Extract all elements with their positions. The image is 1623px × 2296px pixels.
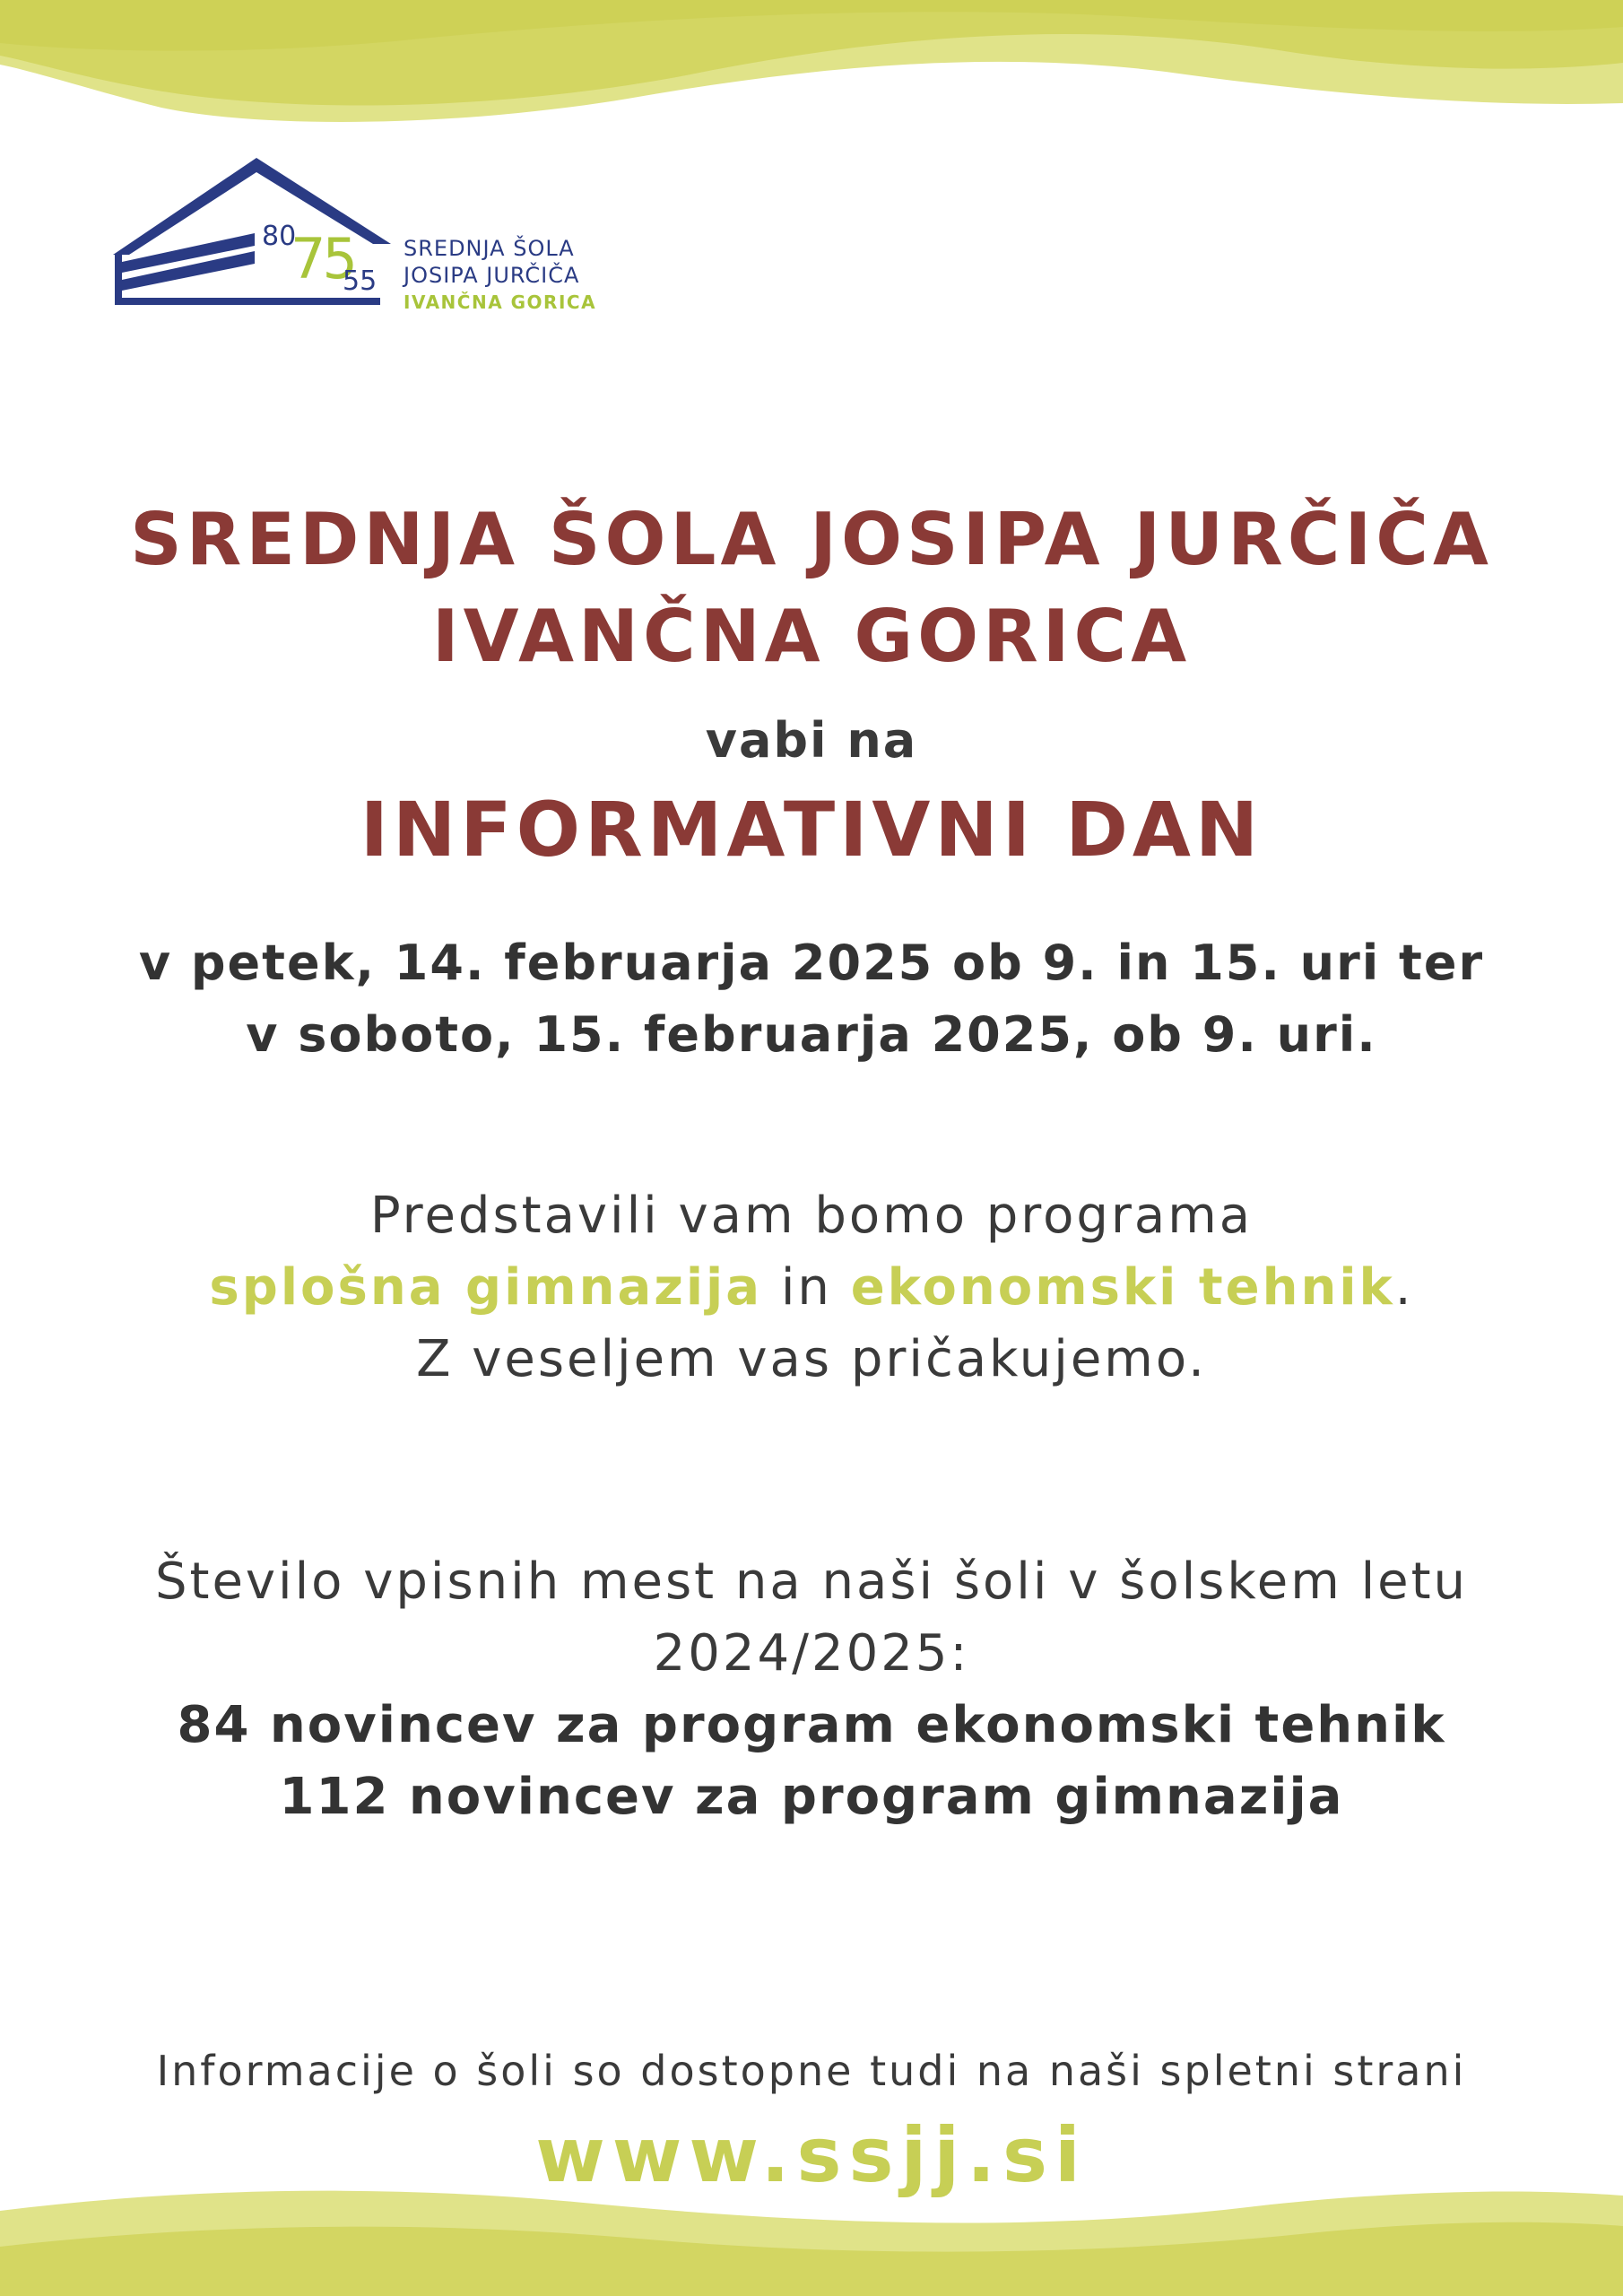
logo-line-1: SREDNJA ŠOLA <box>404 236 575 261</box>
date-line-2: v soboto, 15. februarja 2025, ob 9. uri. <box>246 1006 1377 1063</box>
logo-wordmark <box>404 235 596 316</box>
program-economics-technician: ekonomski tehnik <box>850 1258 1395 1317</box>
logo-number-75: 75 <box>291 226 354 291</box>
intro-period: . <box>1394 1258 1414 1317</box>
event-title: INFORMATIVNI DAN <box>360 786 1263 874</box>
logo-line-3: IVANČNA GORICA <box>404 291 597 313</box>
school-name-line-1: SREDNJA ŠOLA JOSIPA JURČIČA <box>130 498 1493 581</box>
website-link[interactable]: www.ssjj.si <box>535 2111 1088 2199</box>
program-general-gymnasium: splošna gimnazija <box>209 1258 763 1317</box>
top-wave-decoration <box>0 0 1623 135</box>
logo-number-80: 80 <box>262 221 297 252</box>
enrollment-places <box>0 1546 1623 1833</box>
places-line-1: Število vpisnih mest na naši šoli v šolskem letu <box>154 1552 1469 1611</box>
intro-connector: in <box>762 1258 851 1317</box>
intro-line-1: Predstavili vam bomo programa <box>369 1187 1254 1245</box>
places-economics: 84 novincev za program ekonomski tehnik <box>177 1696 1446 1754</box>
invite-text: vabi na <box>705 712 918 769</box>
logo-line-2: JOSIPA JURČIČA <box>404 263 580 288</box>
intro-line-2 <box>0 1252 1623 1324</box>
footer-info-text: Informacije o šoli so dostopne tudi na naši spletni strani <box>156 2047 1467 2095</box>
logo-number-55: 55 <box>343 265 378 297</box>
school-name-heading <box>0 491 1623 685</box>
event-dates <box>0 927 1623 1071</box>
date-line-1: v petek, 14. februarja 2025 ob 9. in 15. uri ter <box>138 935 1485 991</box>
school-logo <box>111 154 613 316</box>
places-line-2: 2024/2025: <box>653 1624 970 1683</box>
intro-line-3: Z veseljem vas pričakujemo. <box>416 1330 1207 1388</box>
places-gymnasium: 112 novincev za program gimnazija <box>279 1768 1344 1826</box>
school-name-line-2: IVANČNA GORICA <box>431 595 1192 678</box>
programs-intro <box>0 1180 1623 1396</box>
